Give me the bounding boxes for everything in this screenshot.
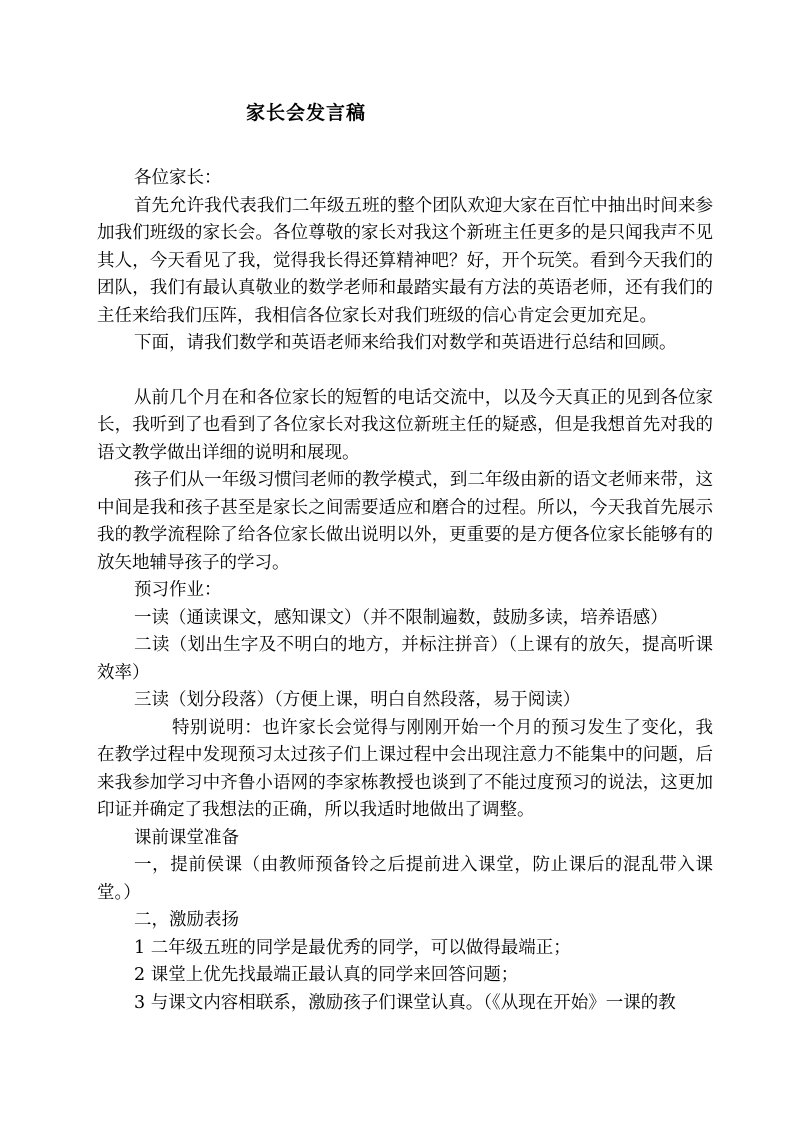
heading-preview-homework: 预习作业： [134, 580, 222, 600]
list-item-prep-one: 一，提前侯课（由教师预备铃之后提前进入课堂，防止课后的混乱带入课堂。） [97, 855, 713, 903]
paragraph-transition: 下面，请我们数学和英语老师来给我们对数学和英语进行总结和回顾。 [134, 333, 677, 353]
list-item-read-three: 三读（划分段落）（方便上课，明白自然段落，易于阅读） [134, 690, 581, 710]
heading-class-preparation: 课前课堂准备 [134, 827, 239, 848]
list-item-praise-three: 3 与课文内容相联系，激励孩子们课堂认真。（《从现在开始》一课的教 [134, 992, 676, 1013]
list-item-praise-one: 1 二年级五班的同学是最优秀的同学，可以做得最端正； [134, 937, 571, 958]
list-item-praise-two: 2 课堂上优先找最端正最认真的同学来回答问题； [134, 965, 519, 985]
paragraph-gap [97, 358, 713, 385]
list-item-read-one: 一读（通读课文，感知课文）（并不限制遍数，鼓励多读，培养语感） [134, 607, 668, 628]
salutation: 各位家长： [134, 168, 222, 188]
list-item-read-two: 二读（划出生字及不明白的地方，并标注拼音）（上课有的放矢，提高听课效率） [97, 635, 713, 683]
paragraph-intro: 从前几个月在和各位家长的短暂的电话交流中，以及今天真正的见到各位家长，我听到了也看到了各位家长对我这位新班主任的疑惑，但是我想首先对我的语文教学做出详细的说明和展现。 [97, 387, 713, 463]
paragraph-adaptation: 孩子们从一年级习惯闫老师的教学模式，到二年级由新的语文老师来带，这中间是我和孩子甚至是家长之间需要适应和磨合的过程。所以，今天我首先展示我的教学流程除了给各位家长做出说明以外，更重要的是方便各位家长能够有的放矢地辅导孩子的学习。 [97, 470, 713, 573]
document-body [97, 165, 713, 1017]
paragraph-welcome: 首先允许我代表我们二年级五班的整个团队欢迎大家在百忙中抽出时间来参加我们班级的家长会。各位尊敬的家长对我这个新班主任更多的是只闻我声不见其人，今天看见了我，觉得我长得还算精神吧？好，开个玩笑。看到今天我们的团队，我们有最认真敬业的数学老师和最踏实最有方法的英语老师，还有我们的主任来给我们压阵，我相信各位家长对我们班级的信心肯定会更加充足。 [97, 195, 713, 326]
paragraph-special-note: 特别说明：也许家长会觉得与刚刚开始一个月的预习发生了变化，我在教学过程中发现预习太过孩子们上课过程中会出现注意力不能集中的问题，后来我参加学习中齐鲁小语网的李家栋教授也谈到了不能过度预习的说法，这更加印证并确定了我想法的正确，所以我适时地做出了调整。 [97, 717, 713, 820]
list-item-prep-two: 二，激励表扬 [134, 910, 239, 930]
document-title: 家长会发言稿 [246, 102, 367, 124]
